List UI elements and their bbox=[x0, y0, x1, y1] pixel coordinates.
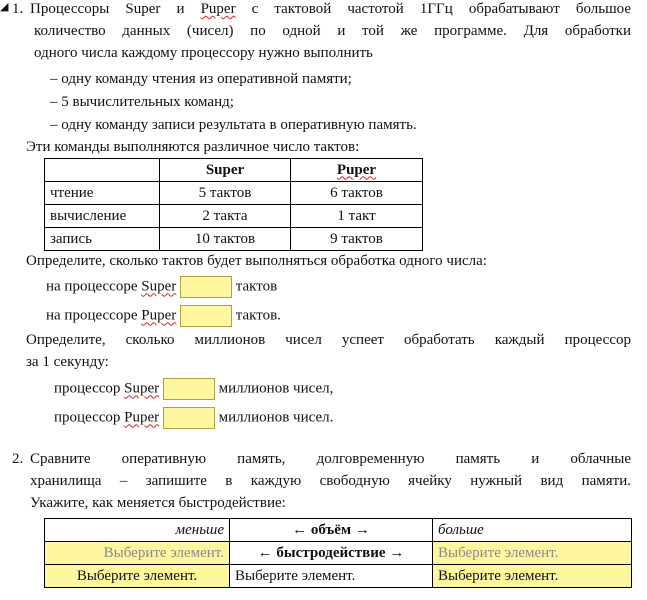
table-intro: Эти команды выполняются различное число тактов: bbox=[26, 139, 360, 155]
q2-line1: Сравните оперативную память, долговременную память и облачные bbox=[30, 451, 631, 467]
q1-line3: одного числа каждому процессору нужно выполнить bbox=[34, 45, 373, 61]
table-row bbox=[45, 565, 632, 588]
table-row: чтение 5 тактов 6 тактов bbox=[45, 182, 423, 205]
puper-cycles-row: на процессоре Puper тактов. bbox=[46, 305, 281, 327]
collapse-marker-icon[interactable]: ◢ bbox=[0, 1, 9, 13]
bullet: – одну команду чтения из оперативной памяти; bbox=[50, 71, 352, 87]
super-cycles-input[interactable] bbox=[180, 276, 232, 298]
ask-millions: Определите, сколько миллионов чисел успеет обработать каждый процессор bbox=[26, 332, 631, 348]
super-millions-row: процессор Super миллионов чисел, bbox=[54, 378, 333, 400]
select-element-dropdown[interactable]: Выберите элемент. bbox=[45, 565, 230, 588]
table-row: Super Puper bbox=[45, 159, 423, 182]
table-row: меньше ← объём → больше bbox=[45, 519, 632, 542]
ask-cycles: Определите, сколько тактов будет выполняться обработка одного числа: bbox=[26, 253, 487, 269]
q1-line2: количество данных (чисел) по одной и той же программе. Для обработки bbox=[34, 23, 631, 39]
table-row: запись 10 тактов 9 тактов bbox=[45, 228, 423, 251]
super-millions-input[interactable] bbox=[163, 378, 215, 400]
bullet: – одну команду записи результата в оперативную память. bbox=[50, 117, 417, 133]
select-element-dropdown[interactable]: Выберите элемент. bbox=[230, 565, 433, 588]
q2-line2: хранилища – запишите в каждую свободную ячейку нужный вид памяти. bbox=[30, 473, 631, 489]
table-row: вычисление 2 такта 1 такт bbox=[45, 205, 423, 228]
select-element-dropdown[interactable]: Выберите элемент. bbox=[433, 542, 632, 565]
q2-number: 2. bbox=[12, 451, 24, 467]
q2-line3: Укажите, как меняется быстродействие: bbox=[30, 495, 286, 511]
select-element-dropdown[interactable]: Выберите элемент. bbox=[433, 565, 632, 588]
puper-millions-row: процессор Puper миллионов чисел. bbox=[54, 407, 333, 429]
table-row: Выберите элемент. ← быстродействие → Выберите элемент. bbox=[45, 542, 632, 565]
select-element-dropdown[interactable]: Выберите элемент. bbox=[45, 542, 230, 565]
ask-millions-2: за 1 секунду: bbox=[26, 354, 109, 370]
cycles-table bbox=[44, 158, 423, 251]
super-cycles-row: на процессоре Super тактов bbox=[46, 276, 277, 298]
memory-table bbox=[44, 518, 632, 588]
puper-cycles-input[interactable] bbox=[180, 305, 232, 327]
bullet: – 5 вычислительных команд; bbox=[50, 94, 234, 110]
q1-line1: Процессоры Super и Puper с тактовой частотой 1ГГц обрабатывают большое bbox=[30, 1, 631, 17]
q1-number: 1. bbox=[12, 1, 24, 17]
puper-millions-input[interactable] bbox=[163, 407, 215, 429]
